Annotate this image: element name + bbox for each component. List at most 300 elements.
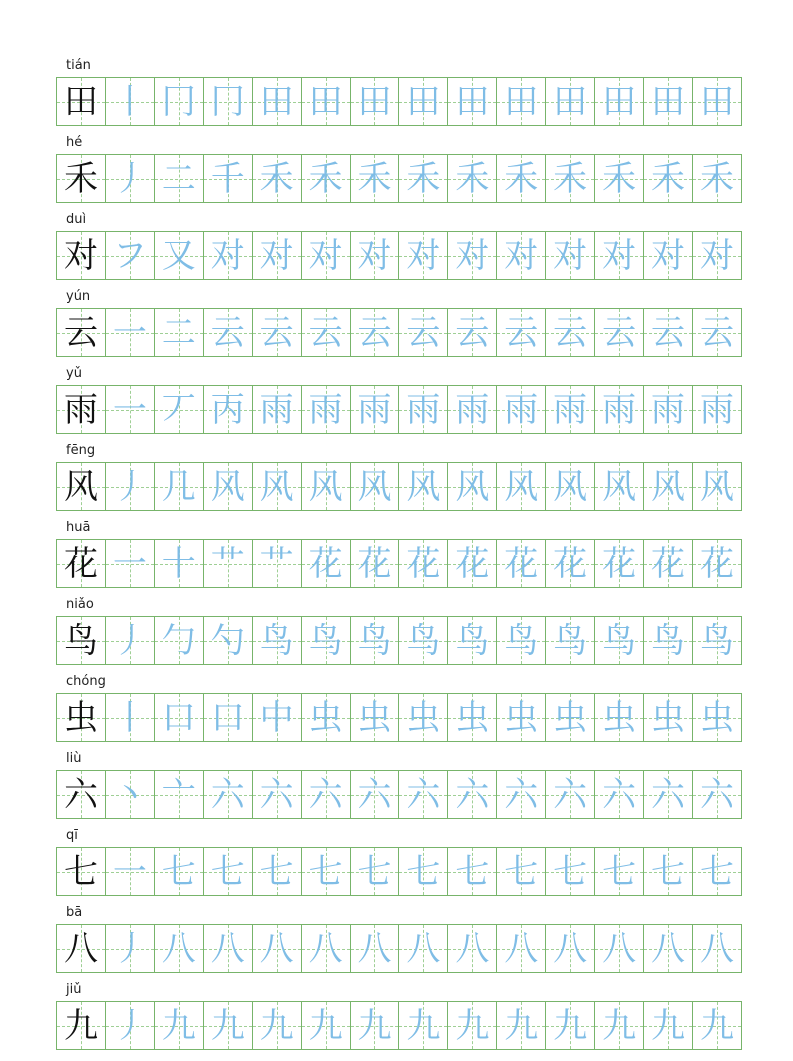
stroke-step-cell bbox=[155, 155, 204, 202]
stroke-step-cell bbox=[546, 771, 595, 818]
stroke-step-character: 云 bbox=[357, 312, 392, 353]
stroke-step-cell bbox=[302, 309, 351, 356]
stroke-step-cell bbox=[448, 463, 497, 510]
stroke-step-character: 对 bbox=[357, 235, 392, 276]
stroke-step-cell bbox=[399, 78, 448, 125]
stroke-step-cell bbox=[399, 232, 448, 279]
stroke-step-character: 云 bbox=[406, 312, 441, 353]
stroke-step-character: 雨 bbox=[259, 389, 294, 430]
stroke-step-character: 虫 bbox=[651, 697, 686, 738]
stroke-step-cell bbox=[399, 694, 448, 741]
stroke-step-character: 六 bbox=[602, 774, 637, 815]
stroke-step-cell bbox=[693, 78, 742, 125]
stroke-step-cell bbox=[448, 848, 497, 895]
stroke-step-cell bbox=[253, 463, 302, 510]
stroke-step-cell bbox=[351, 925, 400, 972]
stroke-step-character: 花 bbox=[406, 543, 441, 584]
stroke-step-cell bbox=[497, 848, 546, 895]
stroke-step-character: 对 bbox=[259, 235, 294, 276]
stroke-step-character: 二 bbox=[161, 312, 196, 353]
stroke-step-character: 六 bbox=[455, 774, 490, 815]
stroke-step-character: 雨 bbox=[602, 389, 637, 430]
pinyin-label: duì bbox=[66, 212, 87, 227]
stroke-step-cell bbox=[448, 925, 497, 972]
stroke-step-character: 九 bbox=[210, 1005, 245, 1046]
stroke-step-cell bbox=[155, 232, 204, 279]
stroke-step-cell bbox=[644, 848, 693, 895]
stroke-step-character: 花 bbox=[357, 543, 392, 584]
pinyin-label: yǔ bbox=[66, 366, 82, 381]
stroke-step-character: 丙 bbox=[210, 389, 245, 430]
stroke-step-character: 鸟 bbox=[602, 620, 637, 661]
stroke-step-cell bbox=[302, 617, 351, 664]
stroke-step-cell bbox=[204, 925, 253, 972]
stroke-step-cell bbox=[253, 232, 302, 279]
writing-grid bbox=[56, 847, 742, 896]
writing-grid bbox=[56, 308, 742, 357]
stroke-step-character: 禾 bbox=[308, 158, 343, 199]
stroke-step-character: 田 bbox=[357, 81, 392, 122]
stroke-step-character: 七 bbox=[602, 851, 637, 892]
pinyin-label: jiǔ bbox=[66, 982, 82, 997]
stroke-step-character: 丿 bbox=[112, 158, 147, 199]
stroke-step-character: 田 bbox=[406, 81, 441, 122]
practice-row bbox=[56, 132, 742, 209]
stroke-step-character: 八 bbox=[357, 928, 392, 969]
writing-grid bbox=[56, 1001, 742, 1050]
stroke-step-character: 云 bbox=[455, 312, 490, 353]
stroke-step-character: 丶 bbox=[112, 774, 147, 815]
stroke-step-character: 云 bbox=[259, 312, 294, 353]
stroke-step-cell bbox=[546, 694, 595, 741]
stroke-step-cell bbox=[399, 1002, 448, 1049]
stroke-step-character: 七 bbox=[259, 851, 294, 892]
stroke-step-cell bbox=[693, 1002, 742, 1049]
stroke-step-cell bbox=[106, 78, 155, 125]
stroke-step-character: 冂 bbox=[161, 81, 196, 122]
stroke-step-cell bbox=[302, 848, 351, 895]
stroke-step-character: 九 bbox=[699, 1005, 734, 1046]
stroke-step-character: 禾 bbox=[504, 158, 539, 199]
stroke-step-cell bbox=[302, 463, 351, 510]
stroke-step-character: 禾 bbox=[651, 158, 686, 199]
stroke-step-character: 八 bbox=[210, 928, 245, 969]
stroke-step-character: 对 bbox=[210, 235, 245, 276]
stroke-step-character: 丿 bbox=[112, 466, 147, 507]
stroke-step-cell bbox=[595, 925, 644, 972]
stroke-step-character: 七 bbox=[210, 851, 245, 892]
stroke-step-cell bbox=[448, 78, 497, 125]
model-cell bbox=[57, 78, 106, 125]
stroke-step-character: 八 bbox=[699, 928, 734, 969]
stroke-step-cell bbox=[497, 771, 546, 818]
stroke-step-cell bbox=[155, 848, 204, 895]
stroke-step-character: 风 bbox=[651, 466, 686, 507]
stroke-step-character: 风 bbox=[259, 466, 294, 507]
stroke-step-cell bbox=[253, 386, 302, 433]
model-character: 鸟 bbox=[63, 620, 98, 661]
stroke-step-cell bbox=[106, 232, 155, 279]
stroke-step-character: 中 bbox=[259, 697, 294, 738]
stroke-step-cell bbox=[693, 309, 742, 356]
stroke-step-character: 风 bbox=[308, 466, 343, 507]
stroke-step-character: 七 bbox=[308, 851, 343, 892]
stroke-step-cell bbox=[644, 925, 693, 972]
stroke-step-cell bbox=[106, 540, 155, 587]
stroke-step-cell bbox=[448, 1002, 497, 1049]
stroke-step-character: 虫 bbox=[455, 697, 490, 738]
stroke-step-cell bbox=[155, 540, 204, 587]
stroke-step-cell bbox=[595, 540, 644, 587]
stroke-step-character: 六 bbox=[259, 774, 294, 815]
stroke-step-character: 云 bbox=[699, 312, 734, 353]
stroke-step-character: 鸟 bbox=[651, 620, 686, 661]
stroke-step-cell bbox=[155, 309, 204, 356]
stroke-step-cell bbox=[546, 848, 595, 895]
stroke-step-character: 鸟 bbox=[553, 620, 588, 661]
stroke-step-character: 九 bbox=[406, 1005, 441, 1046]
stroke-step-cell bbox=[693, 386, 742, 433]
stroke-step-character: 田 bbox=[699, 81, 734, 122]
stroke-step-cell bbox=[693, 232, 742, 279]
stroke-step-cell bbox=[155, 617, 204, 664]
stroke-step-character: 虫 bbox=[308, 697, 343, 738]
stroke-step-cell bbox=[448, 694, 497, 741]
stroke-step-character: 九 bbox=[553, 1005, 588, 1046]
stroke-step-character: 八 bbox=[504, 928, 539, 969]
stroke-step-character: 艹 bbox=[210, 543, 245, 584]
stroke-step-cell bbox=[106, 848, 155, 895]
stroke-step-character: 云 bbox=[308, 312, 343, 353]
pinyin-label: bā bbox=[66, 905, 83, 920]
stroke-step-cell bbox=[204, 386, 253, 433]
stroke-step-cell bbox=[644, 617, 693, 664]
stroke-step-character: 虫 bbox=[357, 697, 392, 738]
stroke-step-cell bbox=[351, 1002, 400, 1049]
practice-row bbox=[56, 979, 742, 1056]
stroke-step-character: 一 bbox=[112, 312, 147, 353]
stroke-step-character: 田 bbox=[308, 81, 343, 122]
stroke-step-cell bbox=[155, 1002, 204, 1049]
stroke-step-character: 八 bbox=[406, 928, 441, 969]
stroke-step-character: 一 bbox=[112, 389, 147, 430]
stroke-step-character: 一 bbox=[112, 851, 147, 892]
stroke-step-character: 丨 bbox=[112, 697, 147, 738]
writing-grid bbox=[56, 693, 742, 742]
stroke-step-cell bbox=[106, 617, 155, 664]
stroke-step-character: 雨 bbox=[651, 389, 686, 430]
stroke-step-cell bbox=[302, 925, 351, 972]
stroke-step-cell bbox=[204, 771, 253, 818]
stroke-step-cell bbox=[253, 694, 302, 741]
stroke-step-cell bbox=[204, 78, 253, 125]
model-character: 八 bbox=[63, 928, 98, 969]
stroke-step-cell bbox=[302, 232, 351, 279]
stroke-step-character: 冂 bbox=[210, 81, 245, 122]
stroke-step-cell bbox=[595, 386, 644, 433]
practice-row bbox=[56, 209, 742, 286]
practice-row bbox=[56, 825, 742, 902]
stroke-step-cell bbox=[204, 1002, 253, 1049]
practice-row bbox=[56, 55, 742, 132]
practice-row bbox=[56, 363, 742, 440]
stroke-step-character: 亠 bbox=[161, 774, 196, 815]
practice-row bbox=[56, 286, 742, 363]
stroke-step-character: 对 bbox=[602, 235, 637, 276]
stroke-step-character: 田 bbox=[602, 81, 637, 122]
stroke-step-character: 八 bbox=[651, 928, 686, 969]
stroke-step-character: 六 bbox=[210, 774, 245, 815]
writing-grid bbox=[56, 231, 742, 280]
stroke-step-cell bbox=[644, 78, 693, 125]
stroke-step-character: 花 bbox=[651, 543, 686, 584]
stroke-step-character: 十 bbox=[161, 543, 196, 584]
stroke-step-character: 九 bbox=[308, 1005, 343, 1046]
stroke-step-character: 八 bbox=[308, 928, 343, 969]
stroke-step-cell bbox=[253, 155, 302, 202]
stroke-step-cell bbox=[155, 771, 204, 818]
stroke-step-character: 丿 bbox=[112, 1005, 147, 1046]
stroke-step-cell bbox=[644, 463, 693, 510]
stroke-step-character: 对 bbox=[699, 235, 734, 276]
stroke-step-cell bbox=[204, 540, 253, 587]
stroke-step-cell bbox=[448, 617, 497, 664]
stroke-step-cell bbox=[693, 155, 742, 202]
stroke-step-cell bbox=[448, 771, 497, 818]
stroke-step-character: 丿 bbox=[112, 928, 147, 969]
stroke-step-character: 鸟 bbox=[259, 620, 294, 661]
stroke-step-character: 虫 bbox=[699, 697, 734, 738]
stroke-step-cell bbox=[644, 309, 693, 356]
model-cell bbox=[57, 771, 106, 818]
stroke-step-character: 风 bbox=[602, 466, 637, 507]
stroke-step-character: 风 bbox=[699, 466, 734, 507]
stroke-step-cell bbox=[155, 386, 204, 433]
stroke-step-cell bbox=[399, 155, 448, 202]
stroke-step-character: 风 bbox=[210, 466, 245, 507]
stroke-step-character: 九 bbox=[504, 1005, 539, 1046]
stroke-step-character: 雨 bbox=[357, 389, 392, 430]
stroke-step-character: 一 bbox=[112, 543, 147, 584]
practice-row bbox=[56, 902, 742, 979]
model-cell bbox=[57, 617, 106, 664]
pinyin-label: tián bbox=[66, 58, 91, 73]
stroke-step-character: 风 bbox=[504, 466, 539, 507]
pinyin-label: fēng bbox=[66, 443, 96, 458]
stroke-step-character: 九 bbox=[455, 1005, 490, 1046]
model-cell bbox=[57, 540, 106, 587]
stroke-step-character: 雨 bbox=[308, 389, 343, 430]
stroke-step-cell bbox=[595, 309, 644, 356]
stroke-step-cell bbox=[693, 540, 742, 587]
stroke-step-character: 六 bbox=[504, 774, 539, 815]
model-character: 六 bbox=[63, 774, 98, 815]
stroke-step-cell bbox=[448, 540, 497, 587]
stroke-step-cell bbox=[595, 78, 644, 125]
stroke-step-cell bbox=[253, 771, 302, 818]
pinyin-label: liù bbox=[66, 751, 82, 766]
stroke-step-character: 丨 bbox=[112, 81, 147, 122]
stroke-step-cell bbox=[497, 925, 546, 972]
stroke-step-character: 禾 bbox=[455, 158, 490, 199]
model-cell bbox=[57, 309, 106, 356]
stroke-step-character: 虫 bbox=[504, 697, 539, 738]
stroke-step-cell bbox=[497, 694, 546, 741]
stroke-step-cell bbox=[448, 386, 497, 433]
stroke-step-character: 田 bbox=[259, 81, 294, 122]
model-character: 雨 bbox=[63, 389, 98, 430]
writing-grid bbox=[56, 385, 742, 434]
stroke-step-character: 禾 bbox=[259, 158, 294, 199]
stroke-step-character: 云 bbox=[651, 312, 686, 353]
stroke-step-cell bbox=[546, 463, 595, 510]
stroke-step-character: 六 bbox=[406, 774, 441, 815]
stroke-step-cell bbox=[595, 694, 644, 741]
stroke-step-cell bbox=[399, 309, 448, 356]
stroke-step-character: 雨 bbox=[406, 389, 441, 430]
model-character: 对 bbox=[63, 235, 98, 276]
stroke-step-character: 七 bbox=[161, 851, 196, 892]
stroke-step-cell bbox=[351, 848, 400, 895]
stroke-step-character: 田 bbox=[455, 81, 490, 122]
stroke-step-character: 鸟 bbox=[504, 620, 539, 661]
stroke-step-cell bbox=[253, 848, 302, 895]
stroke-step-cell bbox=[448, 155, 497, 202]
stroke-step-cell bbox=[351, 232, 400, 279]
stroke-step-cell bbox=[204, 232, 253, 279]
stroke-step-character: 对 bbox=[504, 235, 539, 276]
stroke-step-cell bbox=[399, 463, 448, 510]
stroke-step-cell bbox=[546, 1002, 595, 1049]
stroke-step-cell bbox=[253, 1002, 302, 1049]
stroke-step-cell bbox=[595, 617, 644, 664]
writing-grid bbox=[56, 77, 742, 126]
writing-grid bbox=[56, 462, 742, 511]
stroke-step-cell bbox=[351, 463, 400, 510]
stroke-step-cell bbox=[644, 1002, 693, 1049]
stroke-step-cell bbox=[204, 694, 253, 741]
stroke-step-character: 九 bbox=[357, 1005, 392, 1046]
stroke-step-cell bbox=[546, 155, 595, 202]
stroke-step-cell bbox=[448, 309, 497, 356]
stroke-step-character: 云 bbox=[602, 312, 637, 353]
model-cell bbox=[57, 925, 106, 972]
stroke-step-cell bbox=[644, 155, 693, 202]
stroke-step-character: 鸟 bbox=[308, 620, 343, 661]
stroke-step-cell bbox=[302, 771, 351, 818]
pinyin-label: yún bbox=[66, 289, 91, 304]
stroke-step-cell bbox=[546, 925, 595, 972]
practice-row bbox=[56, 440, 742, 517]
stroke-step-character: 禾 bbox=[406, 158, 441, 199]
stroke-step-cell bbox=[155, 78, 204, 125]
stroke-step-cell bbox=[204, 309, 253, 356]
stroke-step-character: 七 bbox=[406, 851, 441, 892]
stroke-step-character: 七 bbox=[651, 851, 686, 892]
stroke-step-character: 花 bbox=[455, 543, 490, 584]
stroke-step-character: 云 bbox=[210, 312, 245, 353]
stroke-step-character: 对 bbox=[455, 235, 490, 276]
practice-row bbox=[56, 748, 742, 825]
stroke-step-character: 风 bbox=[357, 466, 392, 507]
stroke-step-cell bbox=[399, 771, 448, 818]
stroke-step-cell bbox=[546, 617, 595, 664]
pinyin-label: hé bbox=[66, 135, 83, 150]
stroke-step-character: 八 bbox=[455, 928, 490, 969]
stroke-step-character: 对 bbox=[406, 235, 441, 276]
stroke-step-cell bbox=[351, 540, 400, 587]
stroke-step-character: 又 bbox=[161, 235, 196, 276]
stroke-step-character: 八 bbox=[602, 928, 637, 969]
stroke-step-character: 云 bbox=[553, 312, 588, 353]
stroke-step-cell bbox=[644, 386, 693, 433]
stroke-step-cell bbox=[595, 771, 644, 818]
stroke-step-cell bbox=[497, 386, 546, 433]
stroke-step-character: 花 bbox=[602, 543, 637, 584]
model-cell bbox=[57, 694, 106, 741]
writing-grid bbox=[56, 154, 742, 203]
writing-grid bbox=[56, 924, 742, 973]
stroke-step-character: 九 bbox=[259, 1005, 294, 1046]
stroke-step-cell bbox=[497, 78, 546, 125]
stroke-step-character: 田 bbox=[504, 81, 539, 122]
stroke-step-cell bbox=[497, 309, 546, 356]
stroke-step-character: 田 bbox=[553, 81, 588, 122]
stroke-step-cell bbox=[106, 463, 155, 510]
writing-grid bbox=[56, 770, 742, 819]
stroke-step-character: 禾 bbox=[699, 158, 734, 199]
model-cell bbox=[57, 848, 106, 895]
stroke-step-character: 虫 bbox=[553, 697, 588, 738]
stroke-step-cell bbox=[253, 540, 302, 587]
pinyin-label: niǎo bbox=[66, 597, 94, 612]
stroke-step-cell bbox=[106, 155, 155, 202]
stroke-step-character: 九 bbox=[161, 1005, 196, 1046]
model-cell bbox=[57, 386, 106, 433]
stroke-step-cell bbox=[106, 694, 155, 741]
stroke-step-cell bbox=[302, 78, 351, 125]
stroke-step-cell bbox=[546, 232, 595, 279]
stroke-step-cell bbox=[497, 463, 546, 510]
stroke-step-cell bbox=[546, 309, 595, 356]
stroke-step-cell bbox=[253, 78, 302, 125]
stroke-step-character: 九 bbox=[602, 1005, 637, 1046]
stroke-step-character: 禾 bbox=[602, 158, 637, 199]
stroke-step-cell bbox=[595, 232, 644, 279]
stroke-step-cell bbox=[204, 848, 253, 895]
stroke-step-cell bbox=[595, 848, 644, 895]
stroke-step-cell bbox=[644, 694, 693, 741]
practice-row bbox=[56, 594, 742, 671]
stroke-step-character: 六 bbox=[553, 774, 588, 815]
stroke-step-character: 口 bbox=[210, 697, 245, 738]
stroke-step-character: 鸟 bbox=[699, 620, 734, 661]
model-character: 虫 bbox=[63, 697, 98, 738]
stroke-step-character: 花 bbox=[553, 543, 588, 584]
stroke-step-cell bbox=[253, 617, 302, 664]
stroke-step-character: 七 bbox=[357, 851, 392, 892]
stroke-step-cell bbox=[693, 925, 742, 972]
stroke-step-cell bbox=[693, 463, 742, 510]
stroke-step-character: 千 bbox=[210, 158, 245, 199]
stroke-step-character: 雨 bbox=[455, 389, 490, 430]
stroke-step-cell bbox=[693, 848, 742, 895]
stroke-step-cell bbox=[399, 540, 448, 587]
stroke-step-character: 风 bbox=[406, 466, 441, 507]
stroke-step-cell bbox=[351, 771, 400, 818]
stroke-step-character: 几 bbox=[161, 466, 196, 507]
stroke-step-character: 八 bbox=[259, 928, 294, 969]
